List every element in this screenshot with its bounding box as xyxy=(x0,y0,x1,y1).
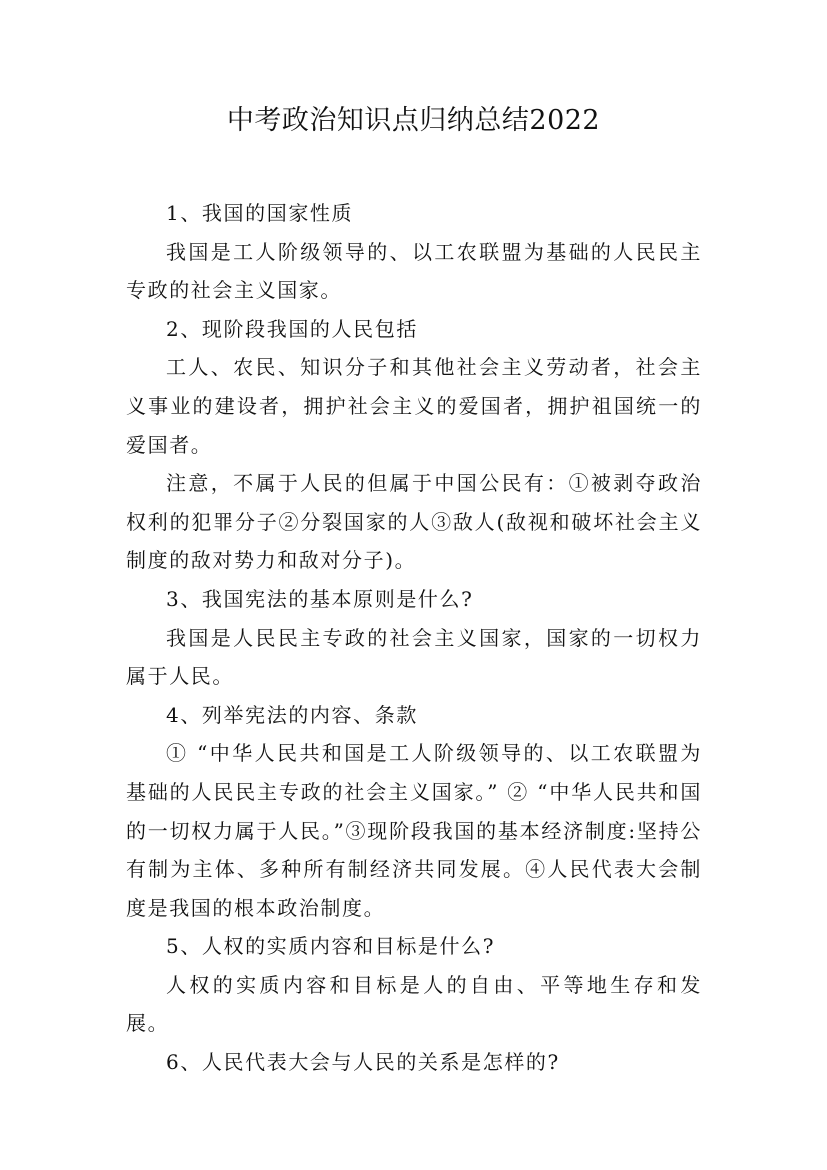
heading-1: 1、我国的国家性质 xyxy=(166,201,354,225)
paragraph-5: 人权的实质内容和目标是人的自由、平等地生存和发展。 xyxy=(126,972,702,1036)
paragraph-4: ① “中华人民共和国是工人阶级领导的、以工农联盟为基础的人民民主专政的社会主义国家。” ② “中华人民共和国的一切权力属于人民。”③现阶段我国的基本经济制度:坚持公有制为主体、多种所有制经济共同发展。④人民代表大会制度是我国的根本政治制度。 xyxy=(126,741,702,920)
heading-2: 2、现阶段我国的人民包括 xyxy=(166,316,418,341)
heading-6: 6、人民代表大会与人民的关系是怎样的? xyxy=(166,1050,560,1075)
paragraph-3: 我国是人民民主专政的社会主义国家，国家的一切权力属于人民。 xyxy=(126,625,702,689)
heading-3: 3、我国宪法的基本原则是什么? xyxy=(166,586,474,611)
paragraph-note: 注意，不属于人民的但属于中国公民有：①被剥夺政治权利的犯罪分子②分裂国家的人③敌人(敌视和破坏社会主义制度的敌对势力和敌对分子)。 xyxy=(126,471,702,573)
paragraph-2: 工人、农民、知识分子和其他社会主义劳动者，社会主义事业的建设者，拥护社会主义的爱国者，拥护祖国统一的爱国者。 xyxy=(126,355,702,457)
document-title: 中考政治知识点归纳总结2022 xyxy=(226,105,601,136)
heading-5: 5、人权的实质内容和目标是什么? xyxy=(166,934,496,959)
heading-4: 4、列举宪法的内容、条款 xyxy=(166,702,418,727)
paragraph-1: 我国是工人阶级领导的、以工农联盟为基础的人民民主专政的社会主义国家。 xyxy=(126,239,702,303)
document-body xyxy=(126,194,702,1082)
